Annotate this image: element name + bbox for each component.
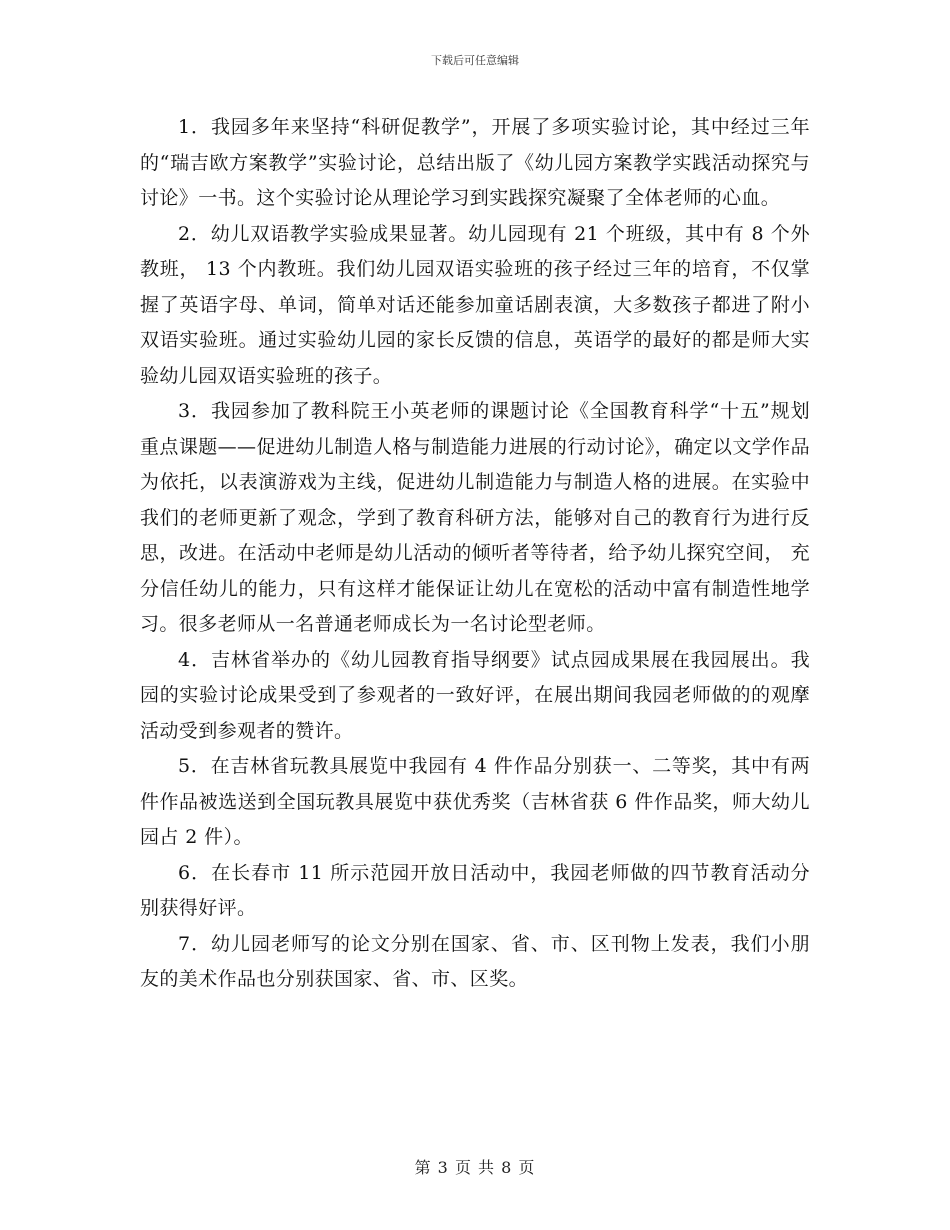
paragraph-1: 1．我园多年来坚持“科研促教学”，开展了多项实验讨论，其中经过三年的“瑞吉欧方案教学”实验讨论，总结出版了《幼儿园方案教学实践活动探究与讨论》一书。这个实验讨论从理论学习到实践探究凝聚了全体老师的心血。 <box>140 116 810 209</box>
paragraph-3: 3．我园参加了教科院王小英老师的课题讨论《全国教育科学“十五”规划重点课题——促进幼儿制造人格与制造能力进展的行动讨论》，确定以文学作品为依托，以表演游戏为主线，促进幼儿制造能力与制造人格的进展。在实验中我们的老师更新了观念，学到了教育科研方法，能够对自己的教育行为进行反思，改进。在活动中老师是幼儿活动的倾听者等待者，给予幼儿探究空间， 充分信任幼儿的能力，只有这样才能保证让幼儿在宽松的活动中富有制造性地学习。很多老师从一名普通老师成长为一名讨论型老师。 <box>140 400 810 635</box>
page-number-footer: 第 3 页 共 8 页 <box>414 1158 536 1177</box>
paragraph-7: 7．幼儿园老师写的论文分别在国家、省、市、区刊物上发表，我们小朋友的美术作品也分别获国家、省、市、区奖。 <box>140 932 810 990</box>
paragraph-2: 2．幼儿双语教学实验成果显著。幼儿园现有 21 个班级，其中有 8 个外教班， 13 个内教班。我们幼儿园双语实验班的孩子经过三年的培育，不仅掌握了英语字母、单词，简单对话还能参加童话剧表演，大多数孩子都进了附小双语实验班。通过实验幼儿园的家长反馈的信息，英语学的最好的都是师大实验幼儿园双语实验班的孩子。 <box>140 222 810 387</box>
page-header: 下载后可任意编辑 <box>431 54 519 67</box>
document-body <box>140 110 810 998</box>
paragraph-6: 6．在长春市 11 所示范园开放日活动中，我园老师做的四节教育活动分别获得好评。 <box>140 861 810 919</box>
paragraph-4: 4．吉林省举办的《幼儿园教育指导纲要》试点园成果展在我园展出。我园的实验讨论成果受到了参观者的一致好评，在展出期间我园老师做的的观摩活动受到参观者的赞许。 <box>140 648 810 742</box>
paragraph-5: 5．在吉林省玩教具展览中我园有 4 件作品分别获一、二等奖，其中有两件作品被选送到全国玩教具展览中获优秀奖（吉林省获 6 件作品奖，师大幼儿园占 2 件）。 <box>140 755 810 848</box>
